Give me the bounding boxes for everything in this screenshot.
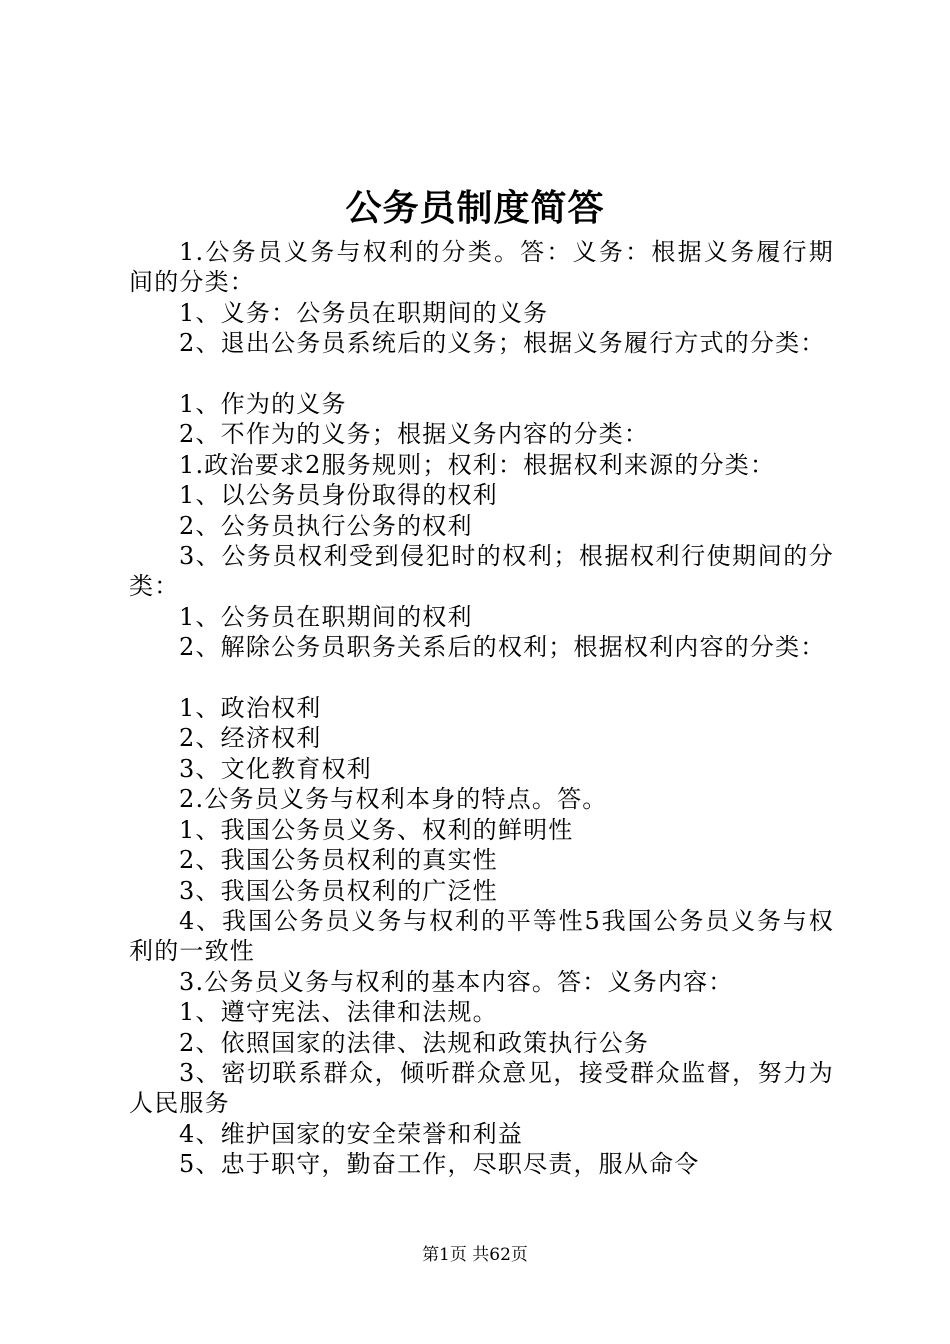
paragraph: 3、公务员权利受到侵犯时的权利；根据权利行使期间的分类： bbox=[129, 542, 834, 601]
paragraph: 2、依照国家的法律、法规和政策执行公务 bbox=[179, 1028, 650, 1057]
paragraph: 1、义务：公务员在职期间的义务 bbox=[179, 298, 549, 327]
paragraph: 2、经济权利 bbox=[179, 724, 322, 753]
paragraph: 1、以公务员身份取得的权利 bbox=[179, 481, 498, 510]
paragraph: 4、我国公务员义务与权利的平等性5我国公务员义务与权利的一致性 bbox=[129, 906, 834, 966]
paragraph: 2、不作为的义务；根据义务内容的分类： bbox=[179, 420, 650, 449]
paragraph: 1、我国公务员义务、权利的鲜明性 bbox=[179, 815, 574, 844]
page-footer: 第1页 共62页 bbox=[422, 1245, 528, 1265]
paragraph: 1、公务员在职期间的权利 bbox=[179, 602, 473, 631]
paragraph: 2.公务员义务与权利本身的特点。答。 bbox=[179, 785, 608, 814]
paragraph: 3、我国公务员权利的广泛性 bbox=[179, 876, 498, 905]
blank-line bbox=[129, 663, 834, 693]
paragraph: 3.公务员义务与权利的基本内容。答：义务内容： bbox=[179, 967, 734, 996]
paragraph: 1.政治要求2服务规则；权利：根据权利来源的分类： bbox=[179, 450, 776, 479]
paragraph: 3、文化教育权利 bbox=[179, 754, 372, 783]
paragraph: 2、退出公务员系统后的义务；根据义务履行方式的分类： bbox=[179, 329, 826, 358]
paragraph: 3、密切联系群众，倾听群众意见，接受群众监督，努力为人民服务 bbox=[129, 1058, 834, 1118]
paragraph: 2、我国公务员权利的真实性 bbox=[179, 846, 498, 875]
paragraph: 1、作为的义务 bbox=[179, 390, 347, 419]
document-title: 公务员制度简答 bbox=[345, 187, 605, 229]
document-body bbox=[129, 237, 834, 1180]
blank-line bbox=[129, 359, 834, 389]
paragraph: 2、公务员执行公务的权利 bbox=[179, 511, 473, 540]
paragraph: 4、维护国家的安全荣誉和利益 bbox=[179, 1119, 524, 1148]
paragraph: 1.公务员义务与权利的分类。答：义务：根据义务履行期间的分类： bbox=[129, 238, 834, 297]
paragraph: 1、遵守宪法、法律和法规。 bbox=[179, 998, 498, 1027]
paragraph: 2、解除公务员职务关系后的权利；根据权利内容的分类： bbox=[179, 633, 826, 662]
paragraph: 1、政治权利 bbox=[179, 694, 322, 723]
paragraph: 5、忠于职守，勤奋工作，尽职尽责，服从命令 bbox=[179, 1150, 700, 1179]
